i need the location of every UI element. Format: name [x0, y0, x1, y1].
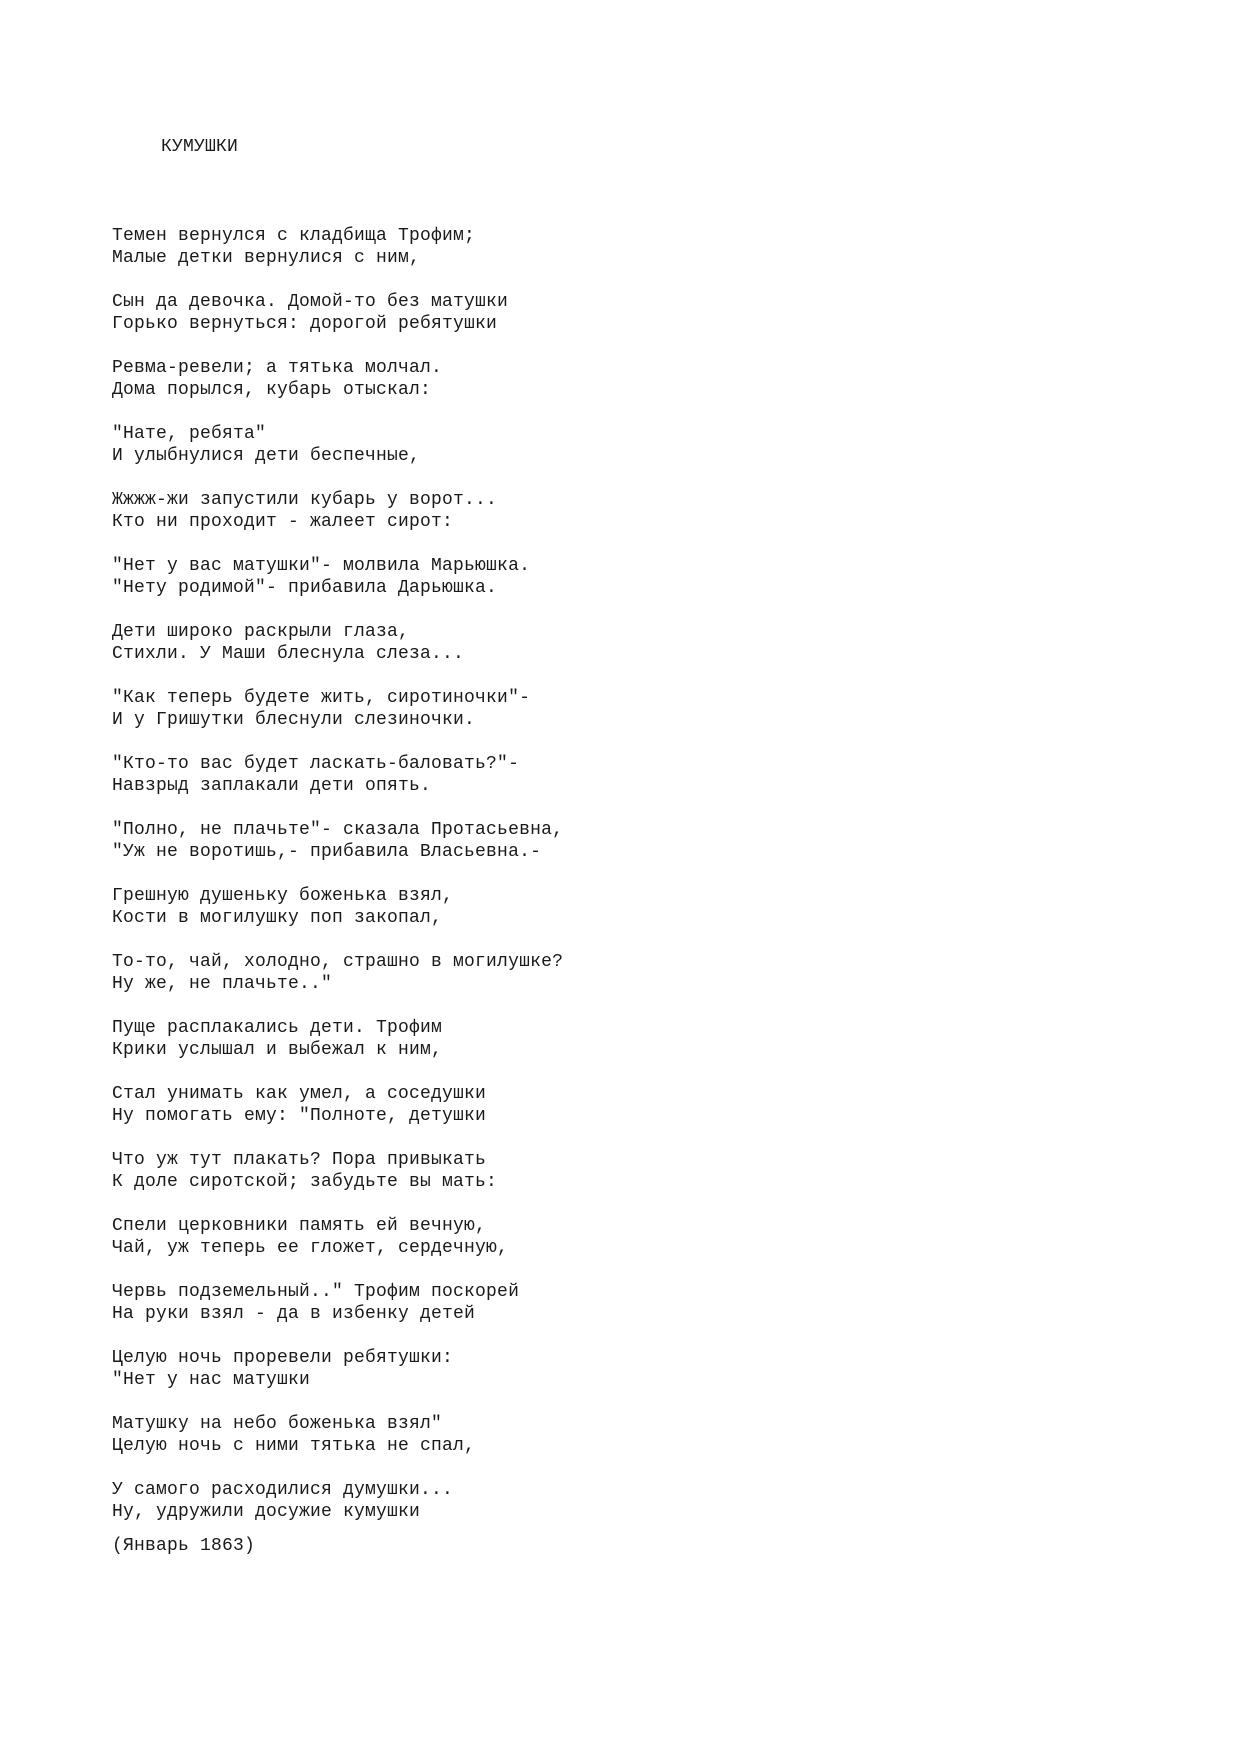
poem-line: Стал унимать как умел, а соседушки [112, 1084, 487, 1104]
stanza [112, 1281, 1112, 1325]
poem-line: Пуще расплакались дети. Трофим [112, 1018, 443, 1038]
poem-title: КУМУШКИ [161, 137, 239, 157]
stanza [112, 1215, 1112, 1259]
poem-line: И у Гришутки блеснули слезиночки. [112, 710, 476, 730]
stanza [112, 687, 1112, 731]
stanza [112, 225, 1112, 269]
poem-line: Целую ночь с ними тятька не спал, [112, 1436, 476, 1456]
stanza [112, 1347, 1112, 1391]
poem-line: К доле сиротской; забудьте вы мать: [112, 1172, 498, 1192]
poem-line: Дети широко раскрыли глаза, [112, 622, 410, 642]
poem-line: Крики услышал и выбежал к ним, [112, 1040, 443, 1060]
poem-line: "Нет у вас матушки"- молвила Марьюшка. [112, 556, 531, 576]
poem-line: То-то, чай, холодно, страшно в могилушке? [112, 952, 564, 972]
poem-line: Навзрыд заплакали дети опять. [112, 776, 432, 796]
poem-line: Дома порылся, кубарь отыскал: [112, 380, 432, 400]
poem-date: (Январь 1863) [112, 1536, 256, 1556]
stanza [112, 621, 1112, 665]
poem-line: И улыбнулися дети беспечные, [112, 446, 421, 466]
poem-line: На руки взял - да в избенку детей [112, 1304, 476, 1324]
poem-line: "Нету родимой"- прибавила Дарьюшка. [112, 578, 498, 598]
poem-line: "Нате, ребята" [112, 424, 267, 444]
stanza [112, 357, 1112, 401]
poem-line: Спели церковники память ей вечную, [112, 1216, 487, 1236]
stanza [112, 423, 1112, 467]
poem-line: Кости в могилушку поп закопал, [112, 908, 443, 928]
stanza [112, 1413, 1112, 1457]
poem-line: Кто ни проходит - жалеет сирот: [112, 512, 454, 532]
stanza [112, 291, 1112, 335]
poem-line: Жжжж-жи запустили кубарь у ворот... [112, 490, 498, 510]
poem-line: Червь подземельный.." Трофим поскорей [112, 1282, 520, 1302]
poem-line: Горько вернуться: дорогой ребятушки [112, 314, 498, 334]
stanza [112, 555, 1112, 599]
poem-line: Что уж тут плакать? Пора привыкать [112, 1150, 487, 1170]
stanza [112, 1017, 1112, 1061]
poem-line: Матушку на небо боженька взял" [112, 1414, 443, 1434]
poem-line: Стихли. У Маши блеснула слеза... [112, 644, 465, 664]
poem-line: Малые детки вернулися с ним, [112, 248, 421, 268]
poem-line: Ревма-ревели; а тятька молчал. [112, 358, 443, 378]
stanza [112, 753, 1112, 797]
poem-line: Ну, удружили досужие кумушки [112, 1502, 421, 1522]
poem-line: Ну же, не плачьте.." [112, 974, 333, 994]
stanza [112, 1083, 1112, 1127]
poem-line: "Как теперь будете жить, сиротиночки"- [112, 688, 531, 708]
poem-line: Чай, уж теперь ее гложет, сердечную, [112, 1238, 509, 1258]
stanza [112, 885, 1112, 929]
poem-line: Темен вернулся с кладбища Трофим; [112, 226, 476, 246]
poem-line: "Кто-то вас будет ласкать-баловать?"- [112, 754, 520, 774]
poem-line: Сын да девочка. Домой-то без матушки [112, 292, 509, 312]
poem-body [112, 225, 1112, 1545]
poem-line: "Нет у нас матушки [112, 1370, 311, 1390]
stanza [112, 951, 1112, 995]
poem-line: Целую ночь проревели ребятушки: [112, 1348, 454, 1368]
stanza [112, 1479, 1112, 1523]
stanza [112, 489, 1112, 533]
poem-line: "Уж не воротишь,- прибавила Власьевна.- [112, 842, 542, 862]
poem-line: Ну помогать ему: "Полноте, детушки [112, 1106, 487, 1126]
poem-line: "Полно, не плачьте"- сказала Протасьевна, [112, 820, 564, 840]
stanza [112, 819, 1112, 863]
poem-line: У самого расходилися думушки... [112, 1480, 454, 1500]
poem-line: Грешную душеньку боженька взял, [112, 886, 454, 906]
stanza [112, 1149, 1112, 1193]
